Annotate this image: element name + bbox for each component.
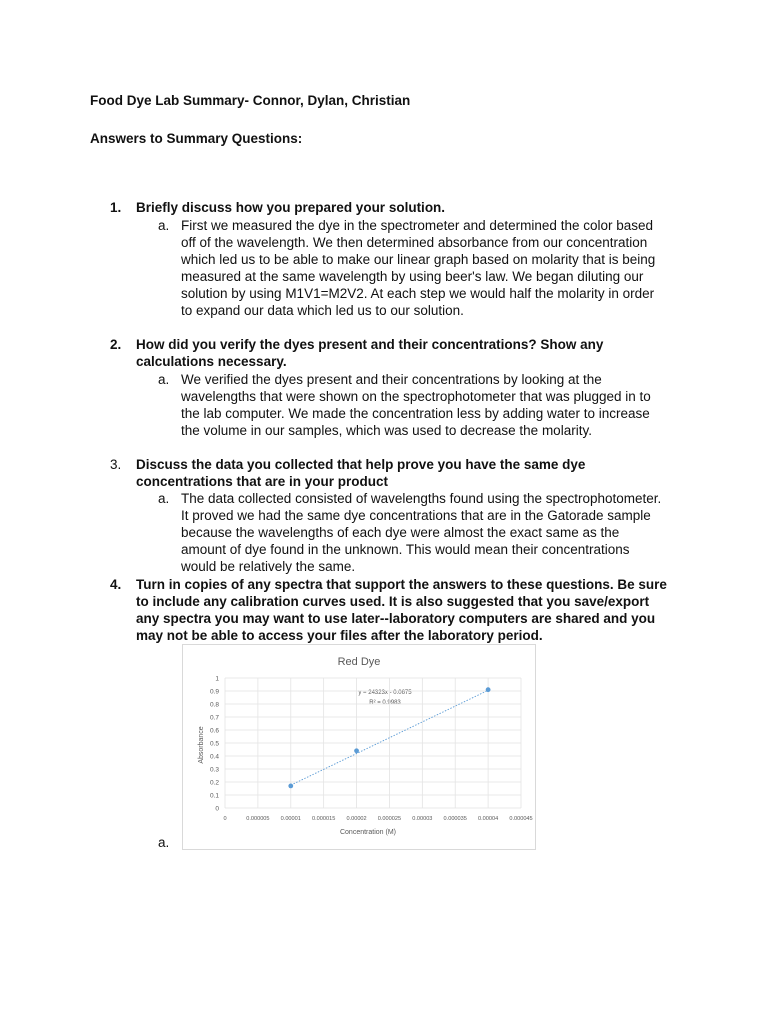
chart-title: Red Dye [337,656,381,668]
question-text: How did you verify the dyes present and their concentrations? Show any calculations necessary. [136,337,604,369]
question-text: Discuss the data you collected that help prove you have the same dye concentrations that are in your product [136,457,586,489]
question-2 [110,336,670,370]
y-tick-label: 1 [215,675,219,683]
question-number: 2. [110,337,122,352]
data-point [486,687,491,692]
answer-1 [158,217,668,319]
question-number: 4. [110,577,122,592]
trendline-r2: R² = 0.9983 [369,700,401,706]
answer-4-letter: a. [158,835,170,850]
x-tick-label: 0.000025 [377,816,402,822]
y-tick-label: 0.5 [209,740,219,748]
x-tick-label: 0.00002 [346,816,367,822]
x-tick-label: 0.000015 [311,816,336,822]
x-tick-label: 0.00004 [477,816,499,822]
y-tick-label: 0.3 [209,766,219,774]
x-tick-label: 0.000035 [443,816,467,822]
x-tick-label: 0 [223,816,227,822]
data-point [288,784,293,789]
question-number: 3. [110,457,122,472]
chart-xlabel: Concentration (M) [339,829,397,836]
answer-letter: a. [158,491,170,506]
question-text: Briefly discuss how you prepared your solution. [136,200,446,215]
chart-ylabel: Absorbance [198,726,205,764]
x-tick-label: 0.000045 [509,816,533,822]
y-tick-label: 0.4 [209,753,219,761]
data-point [354,748,359,753]
trendline-equation: y = 24323x - 0.0675 [358,690,412,696]
question-4 [110,576,670,644]
y-tick-label: 0.7 [209,714,219,722]
document-title: Food Dye Lab Summary- Connor, Dylan, Christian [90,93,411,108]
red-dye-chart [182,644,536,850]
answer-text: The data collected consisted of wavelengths found using the spectrophotometer. It proved we had the same dye concentrations that are in the Gatorade sample because the wavelengths of each dye were almost the exact same as the amount of dye found in the unknown. This would mean their concentrations would be relatively the same. [181,491,662,574]
y-tick-label: 0.2 [209,779,219,787]
answer-letter: a. [158,218,170,233]
y-tick-label: 0.8 [209,701,219,709]
x-tick-label: 0.00001 [280,816,301,822]
y-tick-label: 0.1 [209,792,219,800]
answer-text: We verified the dyes present and their concentrations by looking at the wavelengths that were shown on the spectrophotometer that was plugged in to the lab computer. We made the concentration less by adding water to increase the volume in our samples, which was used to decrease the molarity. [181,372,651,438]
chart-canvas [183,645,535,849]
answer-2 [158,371,668,439]
y-tick-label: 0.9 [209,688,219,696]
answer-letter: a. [158,372,170,387]
answer-text: First we measured the dye in the spectrometer and determined the color based off of the wavelength. We then determined absorbance from our concentration which led us to be able to make our linear graph based on molarity that is being measured at the same wavelength by using beer's law. We began diluting our solution by using M1V1=M2V2. At each step we would half the molarity in order to expand our data which led us to our solution. [181,218,656,318]
x-tick-label: 0.000005 [246,816,270,822]
question-text: Turn in copies of any spectra that support the answers to these questions. Be sure to include any calibration curves used. It is also suggested that you save/export any spectra you may want to use later--laboratory computers are shared and you may not be able to access your files after the laboratory period. [136,577,667,643]
y-tick-label: 0.6 [209,727,219,735]
summary-subtitle: Answers to Summary Questions: [90,131,303,146]
y-tick-label: 0 [215,805,219,813]
answer-3 [158,490,668,575]
x-tick-label: 0.00003 [412,816,433,822]
question-1 [110,199,670,216]
question-number: 1. [110,200,122,215]
question-3 [110,456,670,490]
